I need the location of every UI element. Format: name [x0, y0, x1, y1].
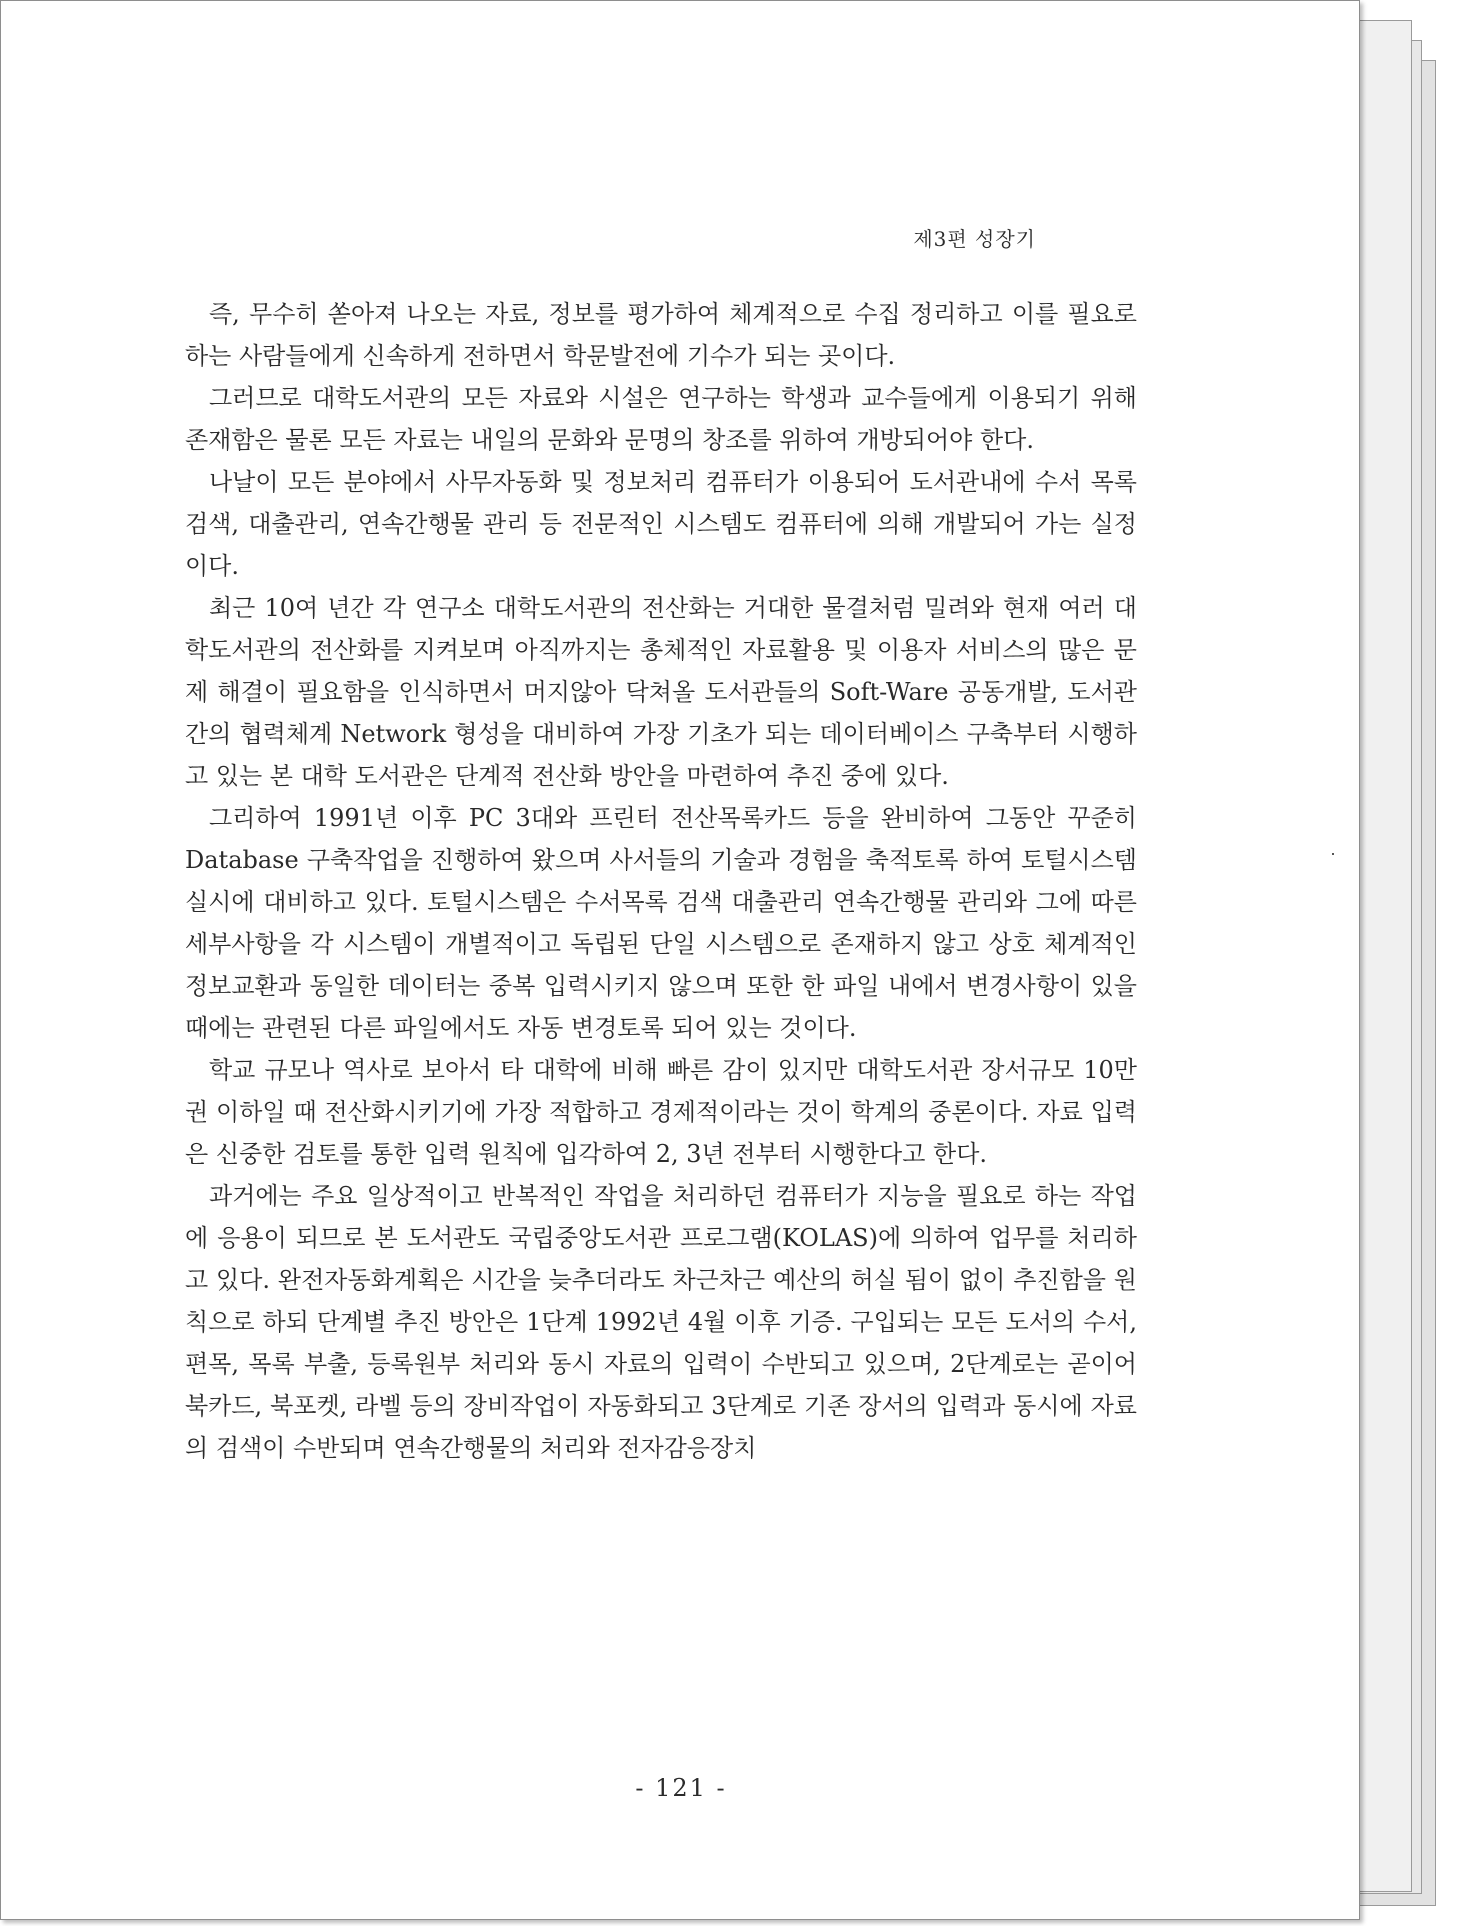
paragraph: 학교 규모나 역사로 보아서 타 대학에 비해 빠른 감이 있지만 대학도서관 장서규모 10만권 이하일 때 전산화시키기에 가장 적합하고 경제적이라는 것이 학계의 중론이다. 자료 입력은 신중한 검토를 통한 입력 원칙에 입각하여 2, 3년 전부터 시행한다고 한다. [185, 1056, 1137, 1168]
paragraph: 그러므로 대학도서관의 모든 자료와 시설은 연구하는 학생과 교수들에게 이용되기 위해 존재함은 물론 모든 자료는 내일의 문화와 문명의 창조를 위하여 개방되어야 한다. [185, 384, 1137, 454]
page-number: - 121 - [635, 1774, 727, 1802]
scan-speck [1332, 853, 1334, 855]
paragraph: 나날이 모든 분야에서 사무자동화 및 정보처리 컴퓨터가 이용되어 도서관내에 수서 목록 검색, 대출관리, 연속간행물 관리 등 전문적인 시스템도 컴퓨터에 의해 개발되어 가는 실정이다. [185, 468, 1137, 580]
body-text [185, 293, 1137, 1469]
paragraph: 즉, 무수히 쏟아져 나오는 자료, 정보를 평가하여 체계적으로 수집 정리하고 이를 필요로 하는 사람들에게 신속하게 전하면서 학문발전에 기수가 되는 곳이다. [185, 300, 1137, 370]
paragraph: 최근 10여 년간 각 연구소 대학도서관의 전산화는 거대한 물결처럼 밀려와 현재 여러 대학도서관의 전산화를 지켜보며 아직까지는 총체적인 자료활용 및 이용자 서비스의 많은 문제 해결이 필요함을 인식하면서 머지않아 닥쳐올 도서관들의 Soft-Ware 공동개발, 도서관간의 협력체계 Network 형성을 대비하여 가장 기초가 되는 데이터베이스 구축부터 시행하고 있는 본 대학 도서관은 단계적 전산화 방안을 마련하여 추진 중에 있다. [185, 594, 1137, 790]
paragraph: 과거에는 주요 일상적이고 반복적인 작업을 처리하던 컴퓨터가 지능을 필요로 하는 작업에 응용이 되므로 본 도서관도 국립중앙도서관 프로그램(KOLAS)에 의하여 업무를 처리하고 있다. 완전자동화계획은 시간을 늦추더라도 차근차근 예산의 허실 됨이 없이 추진함을 원칙으로 하되 단계별 추진 방안은 1단계 1992년 4월 이후 기증. 구입되는 모든 도서의 수서, 편목, 목록 부출, 등록원부 처리와 동시 자료의 입력이 수반되고 있으며, 2단계로는 곧이어 북카드, 북포켓, 라벨 등의 장비작업이 자동화되고 3단계로 기존 장서의 입력과 동시에 자료의 검색이 수반되며 연속간행물의 처리와 전자감응장치 [185, 1182, 1137, 1462]
running-head: 제3편 성장기 [913, 227, 1036, 251]
paragraph: 그리하여 1991년 이후 PC 3대와 프린터 전산목록카드 등을 완비하여 그동안 꾸준히 Database 구축작업을 진행하여 왔으며 사서들의 기술과 경험을 축적토록 하여 토털시스템 실시에 대비하고 있다. 토털시스템은 수서목록 검색 대출관리 연속간행물 관리와 그에 따른 세부사항을 각 시스템이 개별적이고 독립된 단일 시스템으로 존재하지 않고 상호 체계적인 정보교환과 동일한 데이터는 중복 입력시키지 않으며 또한 한 파일 내에서 변경사항이 있을 때에는 관련된 다른 파일에서도 자동 변경토록 되어 있는 것이다. [185, 804, 1137, 1042]
